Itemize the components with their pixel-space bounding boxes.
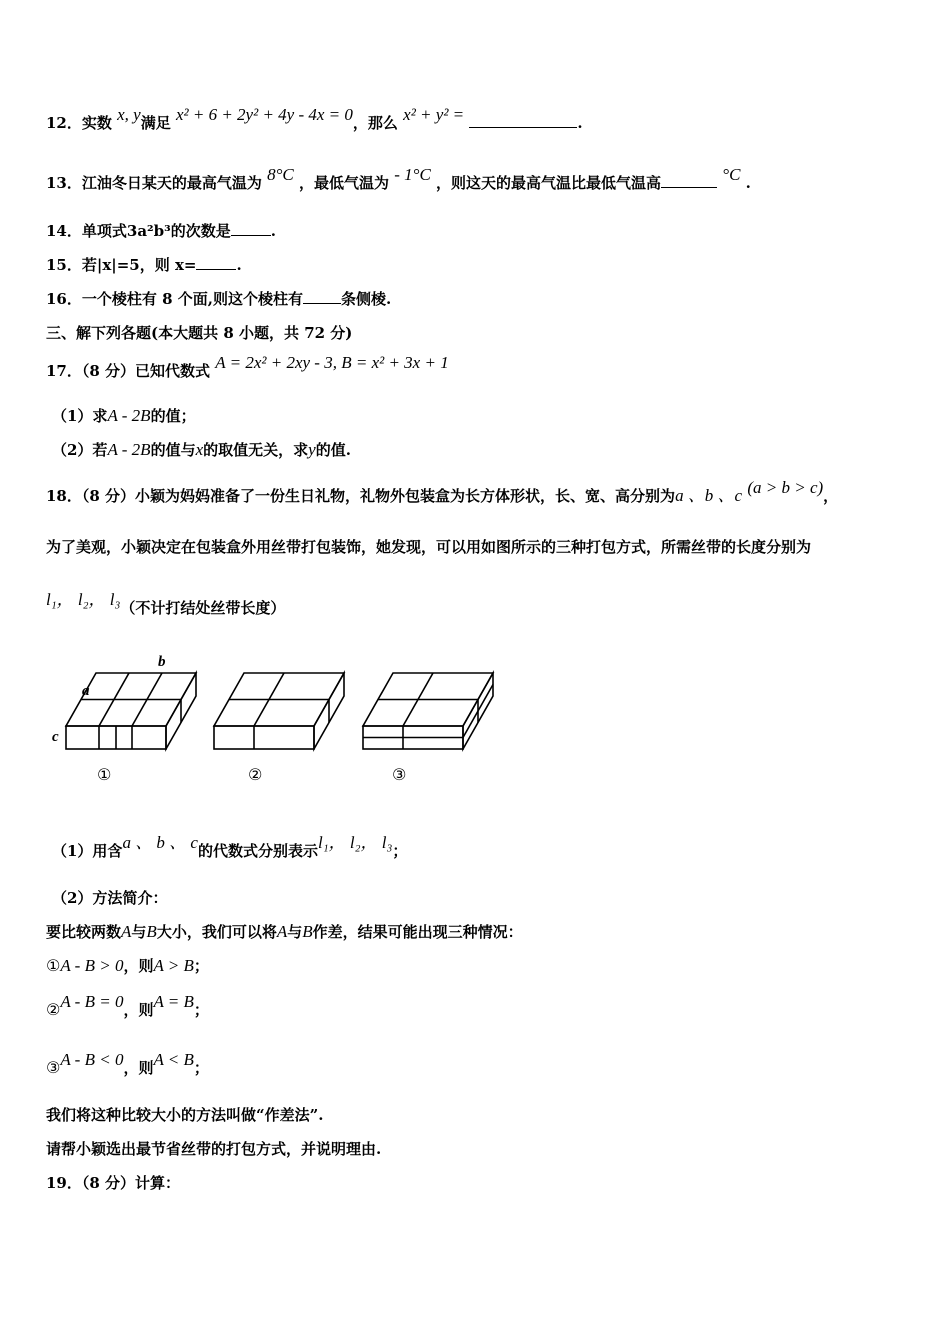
q17-p1-expr: A - 2B	[107, 406, 151, 425]
q17-p2-label: （2）若	[52, 441, 108, 459]
q18-part-2: （2）方法简介：	[52, 889, 168, 907]
q14-monomial: 3a²b³	[126, 222, 171, 240]
case-1	[46, 956, 209, 976]
case-1-expr: A - B > 0	[60, 956, 124, 975]
figure-1-label: ①	[97, 765, 112, 784]
question-17	[46, 353, 449, 381]
ribbon-box-figure	[46, 650, 506, 790]
q17-p2-expr: A - 2B	[107, 440, 151, 459]
method-B: B	[146, 922, 157, 941]
case-2	[46, 992, 209, 1020]
q17-score: （8 分）	[81, 362, 136, 380]
case-1-result: A > B	[153, 956, 194, 975]
q13-period: .	[745, 174, 751, 192]
label-c: c	[52, 729, 59, 745]
figure-2-label: ②	[248, 765, 263, 784]
q15-answer-blank[interactable]	[196, 255, 236, 270]
method-A: A	[121, 922, 132, 941]
q18-note: （不计打结处丝带长度）	[120, 599, 286, 617]
case-2-number: ②	[46, 1000, 61, 1019]
case-3-number: ③	[46, 1058, 61, 1077]
q13-answer-blank[interactable]	[661, 173, 717, 188]
q12-vars: x, y	[117, 105, 141, 124]
case-1-end: ；	[193, 957, 209, 975]
q13-text: 江油冬日某天的最高气温为	[81, 174, 262, 192]
question-16	[46, 289, 391, 309]
q16-text-2: 条侧棱.	[340, 290, 392, 308]
section-3-heading: 三、解下列各题(本大题共 8 小题，共 72 分)	[46, 324, 353, 342]
method-text: 要比较两数	[46, 923, 122, 941]
q17-part-1	[52, 406, 196, 426]
q17-part-2	[52, 440, 351, 460]
question-15	[46, 255, 242, 275]
case-3-text: ，则	[123, 1059, 154, 1077]
case-3-end: ；	[193, 1059, 209, 1077]
q17-expression: A = 2x² + 2xy - 3, B = x² + 3x + 1	[215, 353, 449, 372]
case-1-text: ，则	[123, 957, 154, 975]
q16-answer-blank[interactable]	[303, 289, 341, 304]
q17-p2-end: 的值.	[315, 441, 351, 459]
method-B-2: B	[302, 922, 313, 941]
q12-number: 12．	[46, 114, 82, 132]
q14-text-2: 的次数是	[170, 222, 231, 240]
q18-p1-text: 的代数式分别表示	[197, 842, 318, 860]
q14-period: .	[270, 222, 276, 240]
q19-text: 计算：	[135, 1174, 181, 1192]
q12-period: .	[577, 114, 583, 132]
q19-score: （8 分）	[81, 1174, 136, 1192]
method-text-5: 作差，结果可能出现三种情况：	[312, 923, 523, 941]
q18-comma: ，	[823, 487, 839, 505]
label-a: a	[82, 683, 90, 699]
box-1	[66, 673, 493, 749]
case-2-expr: A - B = 0	[60, 992, 124, 1011]
case-2-result: A = B	[153, 992, 194, 1011]
q17-p2-text: 的值与	[150, 441, 196, 459]
q14-number: 14．	[46, 222, 82, 240]
q18-p1-lengths: l₁， l₂， l₃	[318, 833, 393, 852]
method-intro	[46, 922, 523, 942]
q12-equation: x² + 6 + 2y² + 4y - 4x = 0	[175, 105, 353, 124]
q19-number: 19．	[46, 1174, 82, 1192]
q18-lengths: l₁， l₂， l₃	[46, 590, 121, 609]
case-3-expr: A - B < 0	[60, 1050, 124, 1069]
case-3	[46, 1050, 209, 1078]
q13-low-temp: - 1°C	[394, 165, 431, 184]
q15-text: 若|x|=5，则 x=	[81, 256, 197, 274]
q16-number: 16．	[46, 290, 82, 308]
method-text-2: 与	[131, 923, 147, 941]
method-text-4: 与	[287, 923, 303, 941]
q12-text: 实数	[81, 114, 112, 132]
label-b: b	[158, 654, 166, 670]
case-1-number: ①	[46, 956, 61, 975]
q12-text-2: 满足	[140, 114, 171, 132]
q14-answer-blank[interactable]	[231, 221, 271, 236]
q13-high-temp: 8°C	[267, 165, 294, 184]
method-A-2: A	[276, 922, 288, 941]
question-14	[46, 221, 276, 241]
case-2-end: ；	[193, 1001, 209, 1019]
q13-text-3: ，则这天的最高气温比最低气温高	[436, 174, 662, 192]
q16-text: 一个棱柱有 8 个面,则这个棱柱有	[81, 290, 303, 308]
q12-answer-blank[interactable]	[469, 113, 577, 128]
q18-part-1	[52, 833, 408, 861]
q13-unit: °C	[722, 165, 741, 184]
q18-p1-vars: a 、 b 、 c	[122, 833, 198, 852]
q17-text: 已知代数式	[135, 362, 211, 380]
q17-p2-text-2: 的取值无关，求	[203, 441, 309, 459]
q18-abc: a 、b 、c	[675, 486, 743, 505]
case-3-result: A < B	[153, 1050, 194, 1069]
q13-number: 13．	[46, 174, 82, 192]
q18-p1-end: ；	[392, 842, 408, 860]
q17-p1-label: （1）求	[52, 407, 108, 425]
q18-task: 请帮小颖选出最节省丝带的打包方式，并说明理由.	[46, 1140, 382, 1158]
question-13	[46, 165, 751, 193]
q15-period: .	[236, 256, 242, 274]
q13-text-2: ，最低气温为	[299, 174, 390, 192]
q17-number: 17．	[46, 362, 82, 380]
q17-p2-x: x	[195, 440, 204, 459]
q17-p1-end: 的值；	[150, 407, 196, 425]
q18-condition: (a > b > c)	[747, 478, 824, 497]
q17-p2-y: y	[308, 440, 316, 459]
q18-text: 小颖为妈妈准备了一份生日礼物，礼物外包装盒为长方体形状，长、宽、高分别为	[135, 487, 676, 505]
q15-number: 15．	[46, 256, 82, 274]
q18-line-3	[46, 590, 286, 618]
case-2-text: ，则	[123, 1001, 154, 1019]
q18-number: 18．	[46, 487, 82, 505]
q18-line-2: 为了美观，小颖决定在包装盒外用丝带打包装饰，她发现，可以用如图所示的三种打包方式，所需丝带的长度分别为	[46, 538, 812, 556]
q18-score: （8 分）	[81, 487, 136, 505]
method-name: 我们将这种比较大小的方法叫做“作差法”.	[46, 1106, 324, 1124]
question-12	[46, 105, 583, 133]
q18-p1-label: （1）用含	[52, 842, 123, 860]
question-19	[46, 1173, 180, 1193]
question-18	[46, 478, 839, 506]
q12-expression: x² + y² =	[403, 105, 465, 124]
q12-text-3: ，那么	[352, 114, 398, 132]
figure-3-label: ③	[392, 765, 407, 784]
q14-text: 单项式	[81, 222, 127, 240]
method-text-3: 大小，我们可以将	[156, 923, 277, 941]
